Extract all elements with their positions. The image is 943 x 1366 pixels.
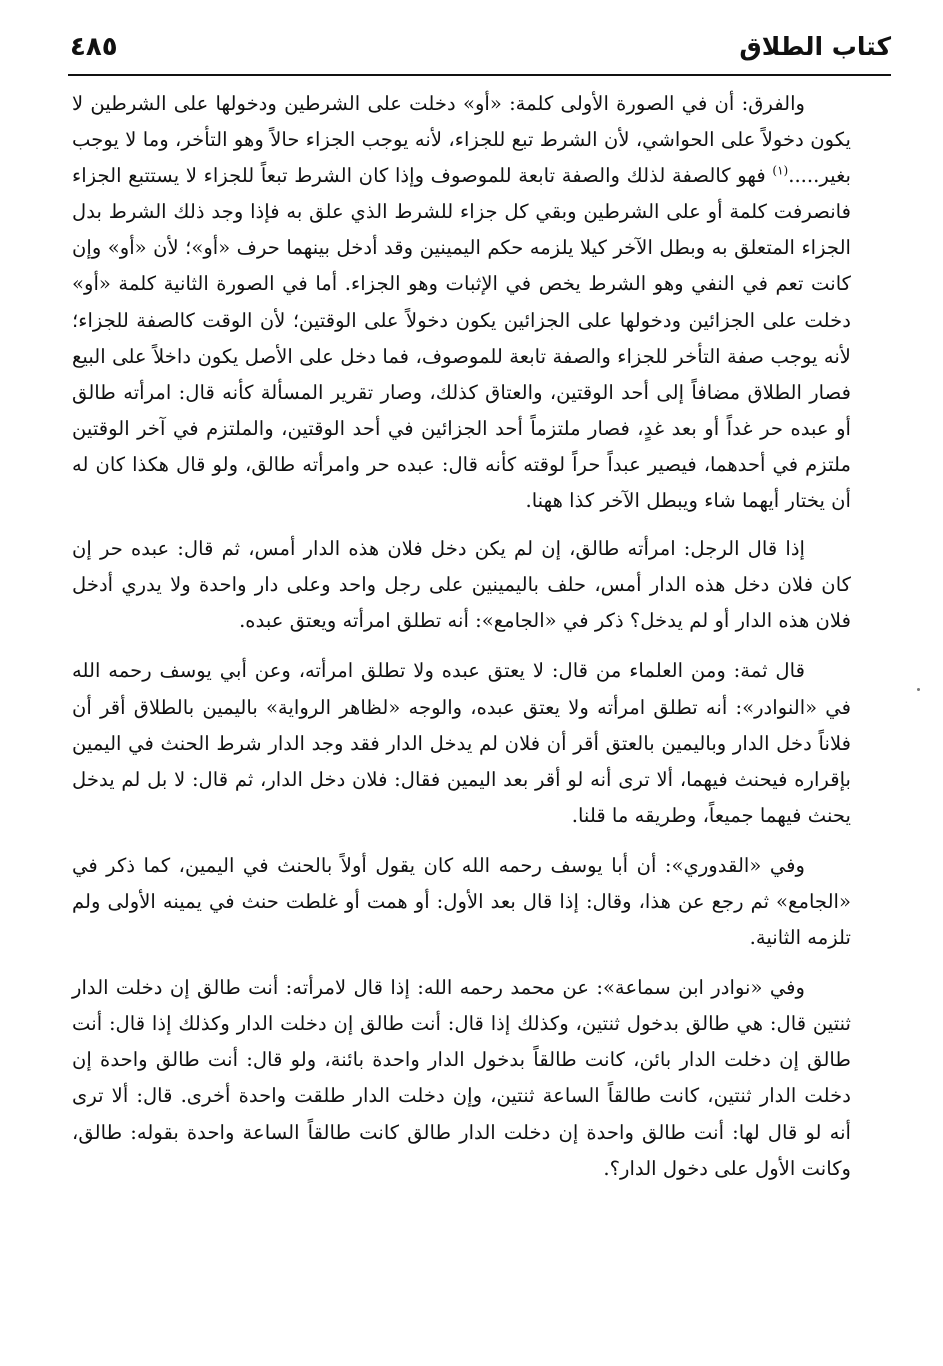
- paragraph-2: إذا قال الرجل: امرأته طالق، إن لم يكن دخل فلان هذه الدار أمس، ثم قال: عبده حر إن كان فلان دخل هذه الدار أمس، حلف باليمينين على رجل واحد وعلى دار واحدة ولا يدري أدخل فلان هذه الدار أو لم يدخل؟ ذكر في «الجامع»: أنه تطلق امرأته ويعتق عبده.: [72, 537, 851, 633]
- paragraph-1-text-a: والفرق: أن في الصورة الأولى كلمة: «أو» دخلت على الشرطين ودخولها على الشرطين لا يكون دخولاً على الحواشي، لأن الشرط تبع للجزاء، لأنه يوجب الجزاء حالاً وهو التأخر، وما لا يوجب بغير.....: [72, 92, 851, 188]
- paragraph-4: وفي «القدوري»: أن أبا يوسف رحمه الله كان يقول أولاً بالحنث في اليمين، كما ذكر في «الجامع» ثم رجع عن هذا، وقال: إذا قال بعد الأول: أو همت أو غلطت حنث في يمينه الأولى ولم تلزمه الثانية.: [72, 853, 851, 950]
- main-text: [72, 86, 851, 1346]
- scan-speck: [917, 688, 920, 691]
- paragraph-1: [72, 86, 851, 519]
- page-number: ٤٨٥: [70, 32, 118, 62]
- chapter-title: كتاب الطلاق: [739, 32, 891, 61]
- paragraph-1-text-b: فهو كالصفة لذلك والصفة تابعة للموصوف وإذا كان الشرط تبعاً للجزاء لا يستتبع الجزاء فانصرفت كلمة أو على الشرطين وبقي كل جزاء للشرط الذي علق به فإذا وجد ذلك الشرط بدل الجزاء المتعلق به وبطل الآخر كيلا يلزمه حكم اليمينين وقد أدخل بينهما حرف «أو»؛ لأن «أو» وإن كانت تعم في النفي وهو الشرط يخص في الإثبات وهو الجزاء. أما في الصورة الثانية كلمة «أو» دخلت على الجزائين ودخولها على الجزائين يكون دخولاً على الوقتين؛ لأن الوقت كالصفة للجزاء؛ لأنه يوجب صفة التأخر للجزاء والصفة تابعة للموصوف، فما دخل على الأصل يكون داخلاً على البيع فصار الطلاق مضافاً إلى أحد الوقتين، والعتاق كذلك، وصار تقرير المسألة كأنه قال: امرأته طالق أو عبده حر غداً أو بعد غدٍ، فصار ملتزماً أحد الجزائين في أحد الوقتين، والملتزم في آخر الوقتين ملتزم في أحدهما، فيصير عبداً حراً لوقته كأنه قال: عبده حر وامرأته طالق، ولو قال هكذا كان له أن يختار أيهما شاء ويبطل الآخر كذا ههنا.: [72, 164, 851, 513]
- paragraph-5: وفي «نوادر ابن سماعة»: عن محمد رحمه الله: إذا قال لامرأته: أنت طالق إن دخلت الدار ثنتين قال: هي طالق بدخول ثنتين، وكذلك إذا قال: أنت طالق إن دخلت الدار وكذلك إذا قال: أنت طالق إن دخلت الدار بائن، كانت طالقاً بدخول الدار واحدة بائنة، ولو قال: أنت طالق واحدة إن دخلت الدار ثنتين، كانت طالقاً الساعة ثنتين، وإن دخلت الدار طلقت واحدة أخرى. قال: ألا ترى أنه لو قال لها: أنت طالق واحدة إن دخلت الدار طالق كانت طالقاً الساعة واحدة بقوله: طالق، وكانت الأول على دخول الدار؟.: [72, 976, 851, 1180]
- paragraph-3: قال ثمة: ومن العلماء من قال: لا يعتق عبده ولا تطلق امرأته، وعن أبي يوسف رحمه الله في «النوادر»: أنه تطلق امرأته ولا يعتق عبده، والوجه «لظاهر الرواية» باليمين بالطلاق أقر أن فلاناً دخل الدار وباليمين بالعتق أقر أن فلان لم يدخل الدار فقد وجد الدار شرط الحنث في اليمين بإقراره فيحنث فيهما، ألا ترى أنه لو أقر بعد اليمين فقال: فلان دخل الدار، ثم قال: لا بل لم يدخل يحنث فيهما جميعاً، وطريقه ما قلنا.: [72, 659, 851, 827]
- footnote-marker: (١): [772, 163, 789, 178]
- running-header: [68, 22, 891, 76]
